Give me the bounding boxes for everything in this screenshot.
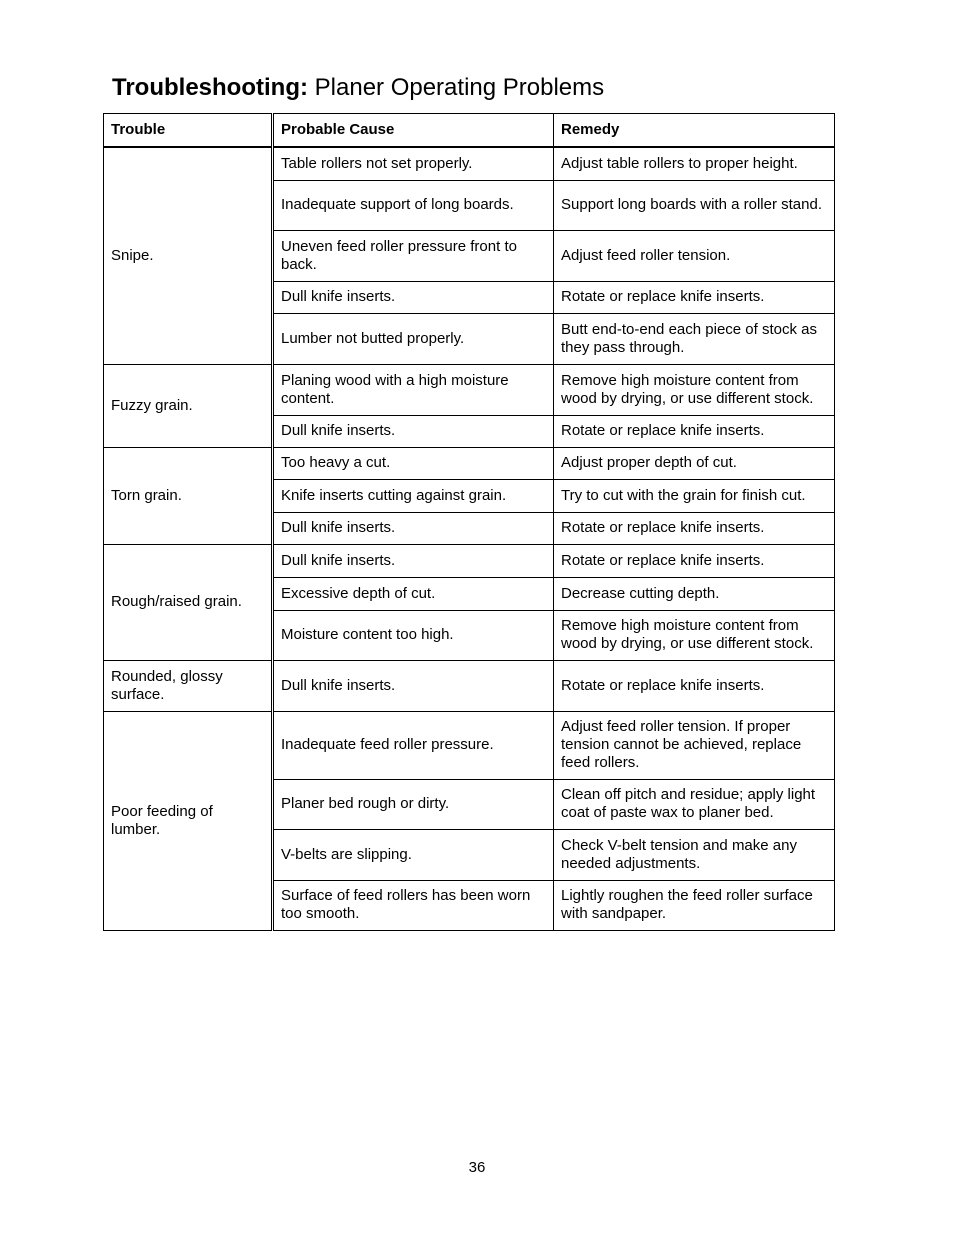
remedy-cell: Remove high moisture content from wood by drying, or use different stock.: [554, 610, 835, 660]
probable-cause-cell: Uneven feed roller pressure front to back.: [273, 230, 554, 281]
probable-cause-cell: Dull knife inserts.: [273, 415, 554, 447]
table-row: [104, 711, 835, 779]
probable-cause-cell: Inadequate feed roller pressure.: [273, 711, 554, 779]
remedy-cell: Adjust feed roller tension. If proper tension cannot be achieved, replace feed rollers.: [554, 711, 835, 779]
table-header-row: [104, 114, 835, 148]
table-row: [104, 447, 835, 479]
probable-cause-cell: Planer bed rough or dirty.: [273, 779, 554, 829]
remedy-cell: Lightly roughen the feed roller surface with sandpaper.: [554, 880, 835, 930]
header-probable-cause: Probable Cause: [273, 114, 554, 148]
remedy-cell: Rotate or replace knife inserts.: [554, 512, 835, 544]
probable-cause-cell: Dull knife inserts.: [273, 512, 554, 544]
remedy-cell: Butt end-to-end each piece of stock as they pass through.: [554, 313, 835, 364]
probable-cause-cell: Dull knife inserts.: [273, 544, 554, 577]
table-row: [104, 364, 835, 415]
probable-cause-cell: V-belts are slipping.: [273, 829, 554, 880]
remedy-cell: Rotate or replace knife inserts.: [554, 415, 835, 447]
troubleshooting-table: [103, 113, 835, 931]
trouble-cell: Snipe.: [104, 147, 273, 364]
probable-cause-cell: Inadequate support of long boards.: [273, 180, 554, 230]
page-title: [112, 72, 604, 104]
remedy-cell: Remove high moisture content from wood by drying, or use different stock.: [554, 364, 835, 415]
table-row: [104, 544, 835, 577]
remedy-cell: Rotate or replace knife inserts.: [554, 281, 835, 313]
page-number: 36: [468, 1159, 486, 1176]
remedy-cell: Adjust proper depth of cut.: [554, 447, 835, 479]
page-title-rest: Planer Operating Problems: [307, 74, 605, 101]
remedy-cell: Rotate or replace knife inserts.: [554, 544, 835, 577]
table-row: [104, 660, 835, 711]
probable-cause-cell: Moisture content too high.: [273, 610, 554, 660]
probable-cause-cell: Table rollers not set properly.: [273, 147, 554, 180]
trouble-cell: Poor feeding of lumber.: [104, 711, 273, 930]
probable-cause-cell: Dull knife inserts.: [273, 660, 554, 711]
table-row: [104, 147, 835, 180]
probable-cause-cell: Too heavy a cut.: [273, 447, 554, 479]
table-body: [104, 147, 835, 930]
trouble-cell: Torn grain.: [104, 447, 273, 544]
trouble-cell: Rounded, glossy surface.: [104, 660, 273, 711]
remedy-cell: Support long boards with a roller stand.: [554, 180, 835, 230]
trouble-cell: Fuzzy grain.: [104, 364, 273, 447]
remedy-cell: Check V-belt tension and make any needed adjustments.: [554, 829, 835, 880]
remedy-cell: Try to cut with the grain for finish cut.: [554, 479, 835, 512]
probable-cause-cell: Dull knife inserts.: [273, 281, 554, 313]
header-remedy: Remedy: [554, 114, 835, 148]
remedy-cell: Rotate or replace knife inserts.: [554, 660, 835, 711]
header-trouble: Trouble: [104, 114, 273, 148]
remedy-cell: Adjust table rollers to proper height.: [554, 147, 835, 180]
probable-cause-cell: Excessive depth of cut.: [273, 577, 554, 610]
remedy-cell: Clean off pitch and residue; apply light coat of paste wax to planer bed.: [554, 779, 835, 829]
probable-cause-cell: Lumber not butted properly.: [273, 313, 554, 364]
remedy-cell: Adjust feed roller tension.: [554, 230, 835, 281]
probable-cause-cell: Knife inserts cutting against grain.: [273, 479, 554, 512]
probable-cause-cell: Planing wood with a high moisture content.: [273, 364, 554, 415]
remedy-cell: Decrease cutting depth.: [554, 577, 835, 610]
trouble-cell: Rough/raised grain.: [104, 544, 273, 660]
page-title-bold: Troubleshooting:: [112, 74, 308, 101]
probable-cause-cell: Surface of feed rollers has been worn too smooth.: [273, 880, 554, 930]
